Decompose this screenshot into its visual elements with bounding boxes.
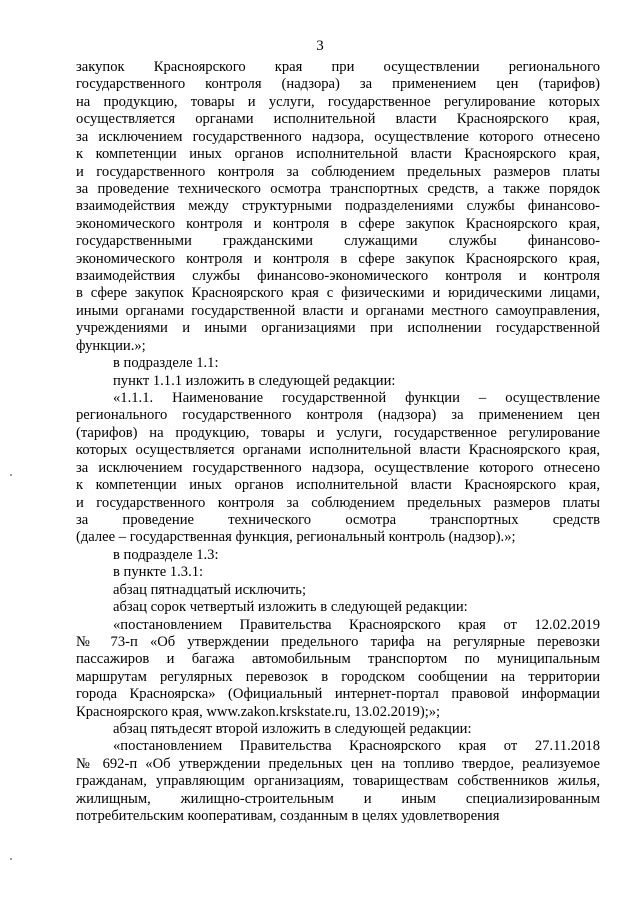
text-line: пассажиров и багажа автомобильным транспортом по муниципальным xyxy=(76,651,600,668)
text-line: за проведение технического осмотра транспортных средств, а также порядок xyxy=(76,180,600,197)
text-line: потребительским кооперативам, созданным в целях удовлетворения xyxy=(76,808,500,825)
text-line: абзац сорок четвертый изложить в следующей редакции: xyxy=(113,599,468,616)
text-line: иными органами государственной власти и органами местного самоуправления, xyxy=(76,302,600,319)
text-line: № 73-п «Об утверждении предельного тарифа на регулярные перевозки xyxy=(76,633,600,650)
paragraph xyxy=(76,373,600,390)
paragraph xyxy=(76,599,600,616)
text-line: за исключением государственного надзора, осуществление которого отнесено xyxy=(76,459,600,476)
text-line: осуществляется органами исполнительной власти Красноярского края, xyxy=(76,111,600,128)
text-line: (далее – государственная функция, региональный контроль (надзор).»; xyxy=(76,529,516,546)
text-line: учреждениями и иными организациями при исполнении государственной xyxy=(76,320,600,337)
text-line: пункт 1.1.1 изложить в следующей редакции: xyxy=(113,372,396,389)
text-line: гражданам, управляющим организациям, товариществам собственников жилья, xyxy=(76,773,600,790)
text-line: к компетенции иных органов исполнительной власти Красноярского края, xyxy=(76,477,600,494)
paragraph xyxy=(76,355,600,372)
text-line: жилищным, жилищно-строительным и иным специализированным xyxy=(76,790,600,807)
text-line: и государственного контроля за соблюдением предельных размеров платы xyxy=(76,494,600,511)
paragraph xyxy=(76,617,600,722)
text-line: экономического контроля и контроля в сфере закупок Красноярского края, xyxy=(76,215,600,232)
text-line: абзац пятнадцатый исключить; xyxy=(113,581,307,598)
text-line: «постановлением Правительства Красноярского края от 12.02.2019 xyxy=(113,616,600,633)
text-line: маршрутам регулярных перевозок в городском сообщении на территории xyxy=(76,668,600,685)
text-line: государственного контроля (надзора) за применением цен (тарифов) xyxy=(76,76,600,93)
text-line: взаимодействия службы финансово-экономического контроля и контроля xyxy=(76,268,600,285)
text-line: «1.1.1. Наименование государственной функции – осуществление xyxy=(113,390,600,407)
text-line: в сфере закупок Красноярского края с физическими и юридическими лицами, xyxy=(76,285,600,302)
text-line: за проведение технического осмотра транспортных средств xyxy=(76,511,600,528)
scan-speck xyxy=(10,858,12,860)
text-line: за исключением государственного надзора, осуществление которого отнесено xyxy=(76,128,600,145)
text-line: Красноярского края, www.zakon.krskstate.ru, 13.02.2019);»; xyxy=(76,703,441,720)
paragraph xyxy=(76,721,600,738)
paragraph xyxy=(76,547,600,564)
text-line: закупок Красноярского края при осуществлении регионального xyxy=(76,59,600,75)
page-number: 3 xyxy=(316,38,324,54)
text-line: города Красноярска» (Официальный интернет-портал правовой информации xyxy=(76,686,600,703)
paragraph xyxy=(76,59,600,355)
text-line: которых осуществляется органами исполнительной власти Красноярского края, xyxy=(76,442,600,459)
document-body xyxy=(76,59,600,826)
text-line: на продукцию, товары и услуги, государственное регулирование которых xyxy=(76,93,600,110)
text-line: взаимодействия между структурными подразделениями службы финансово- xyxy=(76,198,600,215)
paragraph xyxy=(76,582,600,599)
paragraph xyxy=(76,738,600,825)
paragraph xyxy=(76,564,600,581)
text-line: абзац пятьдесят второй изложить в следующей редакции: xyxy=(113,721,472,738)
text-line: № 692-п «Об утверждении предельных цен на топливо твердое, реализуемое xyxy=(76,755,600,772)
text-line: государственными гражданскими служащими службы финансово- xyxy=(76,233,600,250)
text-line: функции.»; xyxy=(76,337,146,354)
text-line: экономического контроля и контроля в сфере закупок Красноярского края, xyxy=(76,250,600,267)
text-line: в подразделе 1.1: xyxy=(113,355,219,372)
text-line: в пункте 1.3.1: xyxy=(113,564,204,581)
scan-speck xyxy=(10,474,12,476)
text-line: к компетенции иных органов исполнительной власти Красноярского края, xyxy=(76,146,600,163)
text-line: регионального государственного контроля (надзора) за применением цен xyxy=(76,407,600,424)
text-line: в подразделе 1.3: xyxy=(113,546,219,563)
text-line: и государственного контроля за соблюдением предельных размеров платы xyxy=(76,163,600,180)
text-line: (тарифов) на продукцию, товары и услуги, государственное регулирование xyxy=(76,424,600,441)
paragraph xyxy=(76,390,600,547)
text-line: «постановлением Правительства Красноярского края от 27.11.2018 xyxy=(113,738,600,755)
